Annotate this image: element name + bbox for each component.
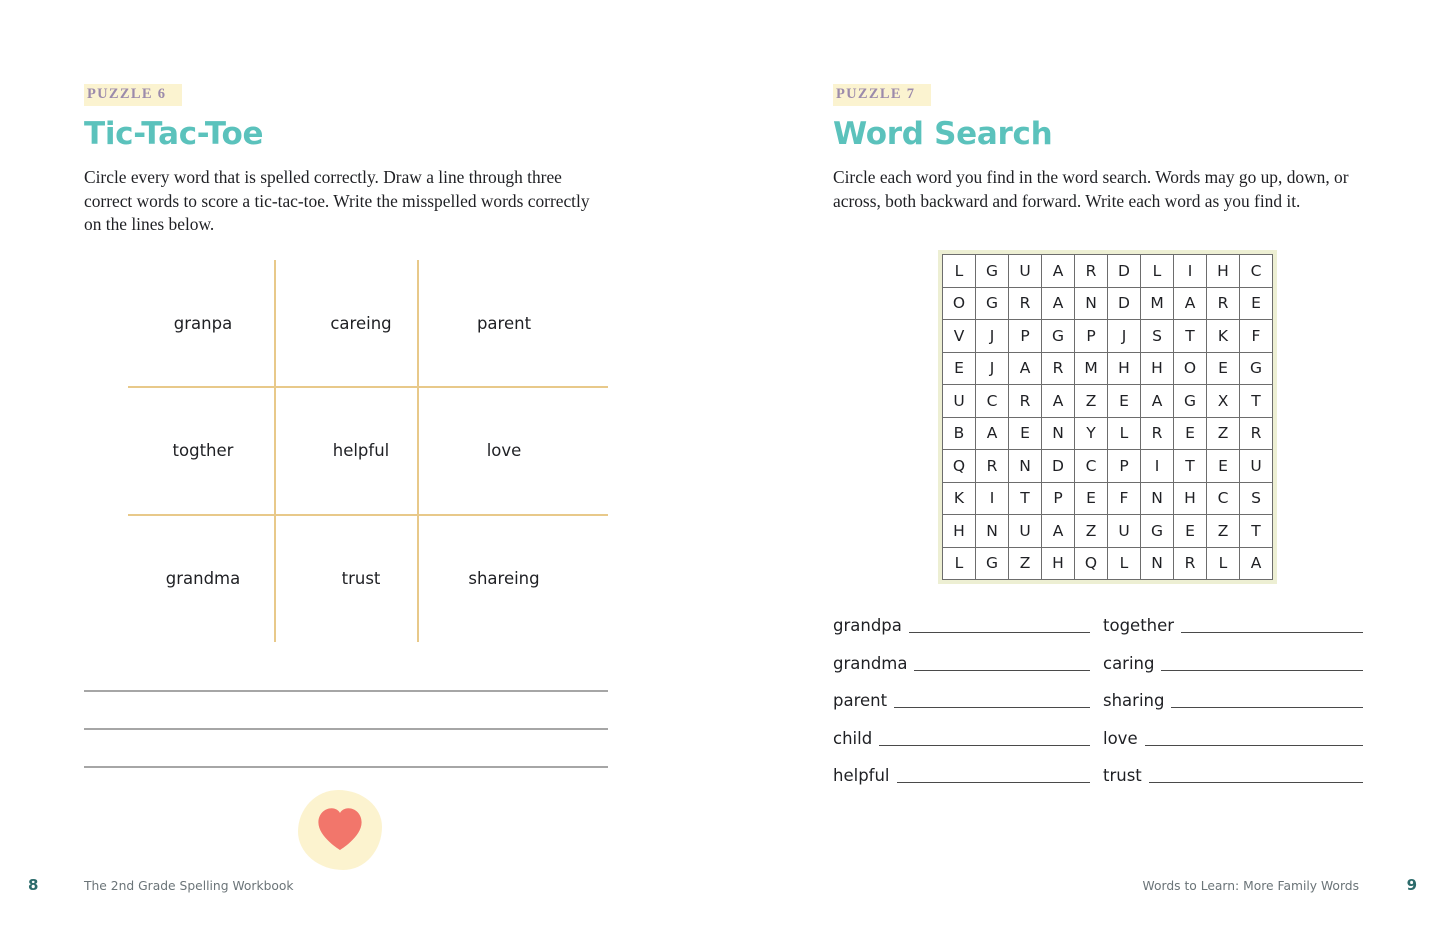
word-search-row bbox=[943, 287, 1273, 320]
word-search-cell[interactable]: R bbox=[1174, 547, 1207, 580]
word-search-cell[interactable]: G bbox=[1240, 352, 1273, 385]
ttt-cell[interactable]: love bbox=[486, 441, 522, 460]
word-search-cell[interactable]: D bbox=[1042, 450, 1075, 483]
word-search-cell[interactable]: Q bbox=[1075, 547, 1108, 580]
word-search-cell[interactable]: K bbox=[943, 482, 976, 515]
ttt-cell[interactable]: trust bbox=[341, 569, 381, 588]
word-list-item bbox=[833, 729, 1090, 748]
page-number-right: 9 bbox=[1406, 876, 1417, 894]
word-list-blank[interactable] bbox=[1145, 730, 1363, 746]
word-search-cell[interactable]: E bbox=[1174, 515, 1207, 548]
word-search-cell[interactable]: R bbox=[1009, 287, 1042, 320]
puzzle-label-left: PUZZLE 6 bbox=[84, 84, 182, 106]
word-search-cell[interactable]: V bbox=[943, 320, 976, 353]
word-search-cell[interactable]: N bbox=[1141, 482, 1174, 515]
answer-line[interactable] bbox=[84, 690, 608, 692]
word-search-cell[interactable]: E bbox=[1075, 482, 1108, 515]
word-search-cell[interactable]: Z bbox=[1075, 385, 1108, 418]
word-search-frame bbox=[938, 250, 1277, 584]
word-search-cell[interactable]: N bbox=[976, 515, 1009, 548]
word-search-cell[interactable]: R bbox=[1075, 255, 1108, 288]
word-list-row bbox=[833, 691, 1363, 729]
word-search-cell[interactable]: L bbox=[943, 255, 976, 288]
word-search-cell[interactable]: U bbox=[1009, 255, 1042, 288]
word-search-cell[interactable]: Z bbox=[1075, 515, 1108, 548]
word-list-label: trust bbox=[1103, 766, 1142, 785]
word-search-cell[interactable]: T bbox=[1240, 385, 1273, 418]
word-search-cell[interactable]: E bbox=[1009, 417, 1042, 450]
word-list-row bbox=[833, 654, 1363, 692]
word-search-cell[interactable]: R bbox=[1207, 287, 1240, 320]
word-search-cell[interactable]: R bbox=[1042, 352, 1075, 385]
word-search-cell[interactable]: K bbox=[1207, 320, 1240, 353]
tic-tac-toe-grid[interactable] bbox=[84, 260, 608, 642]
instructions-left: Circle every word that is spelled correctly. Draw a line through three correct words to score a tic-tac-toe. Write the misspelled words correctly on the lines below. bbox=[84, 167, 590, 235]
word-list-item bbox=[1103, 616, 1363, 635]
word-search-cell[interactable]: S bbox=[1240, 482, 1273, 515]
word-list-item bbox=[1103, 729, 1363, 748]
word-search-cell[interactable]: A bbox=[1240, 547, 1273, 580]
word-search-cell[interactable]: H bbox=[1207, 255, 1240, 288]
word-search-cell[interactable]: G bbox=[1174, 385, 1207, 418]
answer-line[interactable] bbox=[84, 728, 608, 730]
word-search-cell[interactable]: C bbox=[976, 385, 1009, 418]
word-search-cell[interactable]: P bbox=[1042, 482, 1075, 515]
word-list-label: love bbox=[1103, 728, 1138, 748]
word-search-cell[interactable]: A bbox=[1042, 385, 1075, 418]
word-search-cell[interactable]: L bbox=[1207, 547, 1240, 580]
word-search-cell[interactable]: C bbox=[1075, 450, 1108, 483]
word-search-cell[interactable]: A bbox=[976, 417, 1009, 450]
word-search-cell[interactable]: O bbox=[943, 287, 976, 320]
word-search-row bbox=[943, 515, 1273, 548]
word-search-cell[interactable]: C bbox=[1240, 255, 1273, 288]
word-search-cell[interactable]: L bbox=[943, 547, 976, 580]
word-search-cell[interactable]: N bbox=[1009, 450, 1042, 483]
word-search-row bbox=[943, 255, 1273, 288]
word-list-item bbox=[1103, 766, 1363, 785]
word-list-label: grandma bbox=[833, 653, 908, 673]
word-search-cell[interactable]: T bbox=[1009, 482, 1042, 515]
word-search-cell[interactable]: A bbox=[1042, 287, 1075, 320]
word-search-cell[interactable]: P bbox=[1108, 450, 1141, 483]
word-search-cell[interactable]: E bbox=[1174, 417, 1207, 450]
word-search-cell[interactable]: A bbox=[1042, 255, 1075, 288]
word-search-row bbox=[943, 352, 1273, 385]
word-list-item bbox=[833, 654, 1090, 673]
word-search-cell[interactable]: A bbox=[1141, 385, 1174, 418]
ttt-cell[interactable]: grandma bbox=[165, 569, 241, 588]
word-search-cell[interactable]: E bbox=[1207, 450, 1240, 483]
word-search-cell[interactable]: J bbox=[1108, 320, 1141, 353]
page-number-left: 8 bbox=[28, 876, 39, 894]
word-search-cell[interactable]: H bbox=[943, 515, 976, 548]
word-list-item bbox=[1103, 654, 1363, 673]
ttt-cell[interactable]: parent bbox=[476, 314, 532, 333]
word-search-cell[interactable]: S bbox=[1141, 320, 1174, 353]
word-search-cell[interactable]: E bbox=[1240, 287, 1273, 320]
word-search-cell[interactable]: J bbox=[976, 320, 1009, 353]
running-head-right: Words to Learn: More Family Words bbox=[1142, 879, 1359, 893]
left-page bbox=[0, 0, 722, 934]
word-search-cell[interactable]: E bbox=[943, 352, 976, 385]
ttt-cell[interactable]: careing bbox=[330, 314, 392, 333]
word-search-cell[interactable]: A bbox=[1174, 287, 1207, 320]
word-search-cell[interactable]: D bbox=[1108, 255, 1141, 288]
puzzle-label-right: PUZZLE 7 bbox=[833, 84, 931, 106]
word-search-cell[interactable]: A bbox=[1042, 515, 1075, 548]
word-list-blank[interactable] bbox=[914, 655, 1090, 671]
word-search-cell[interactable]: L bbox=[1108, 547, 1141, 580]
word-search-cell[interactable]: Z bbox=[1009, 547, 1042, 580]
word-search-cell[interactable]: H bbox=[1141, 352, 1174, 385]
word-list-label: together bbox=[1103, 616, 1175, 635]
word-search-cell[interactable]: H bbox=[1042, 547, 1075, 580]
word-search-cell[interactable]: N bbox=[1141, 547, 1174, 580]
word-search-cell[interactable]: N bbox=[1042, 417, 1075, 450]
word-search-cell[interactable]: E bbox=[1108, 385, 1141, 418]
page-title-right: Word Search bbox=[833, 116, 1053, 152]
word-search-row bbox=[943, 320, 1273, 353]
word-search-cell[interactable]: N bbox=[1075, 287, 1108, 320]
word-search-cell[interactable]: R bbox=[1240, 417, 1273, 450]
word-list-row bbox=[833, 766, 1363, 804]
word-search-cell[interactable]: R bbox=[1009, 385, 1042, 418]
word-search-cell[interactable]: C bbox=[1207, 482, 1240, 515]
word-list-row bbox=[833, 616, 1363, 654]
word-search-cell[interactable]: U bbox=[1240, 450, 1273, 483]
word-list-item bbox=[833, 691, 1090, 710]
word-search-cell[interactable]: I bbox=[976, 482, 1009, 515]
ttt-cell[interactable]: granpa bbox=[173, 314, 233, 333]
word-list-item bbox=[833, 616, 1090, 635]
ttt-cell[interactable]: helpful bbox=[332, 441, 390, 460]
word-search-cell[interactable]: B bbox=[943, 417, 976, 450]
word-search-cell[interactable]: L bbox=[1141, 255, 1174, 288]
word-search-cell[interactable]: H bbox=[1174, 482, 1207, 515]
ttt-cell[interactable]: togther bbox=[172, 441, 234, 460]
word-search-cell[interactable]: M bbox=[1075, 352, 1108, 385]
word-list-label: parent bbox=[833, 691, 888, 710]
word-list-blank[interactable] bbox=[909, 617, 1090, 633]
word-search-cell[interactable]: D bbox=[1108, 287, 1141, 320]
word-search-cell[interactable]: R bbox=[1141, 417, 1174, 450]
word-search-cell[interactable]: P bbox=[1009, 320, 1042, 353]
word-search-row bbox=[943, 547, 1273, 580]
word-search-cell[interactable]: U bbox=[943, 385, 976, 418]
word-list-label: sharing bbox=[1103, 691, 1165, 710]
word-search-cell[interactable]: R bbox=[976, 450, 1009, 483]
word-list-label: helpful bbox=[833, 766, 890, 785]
word-search-cell[interactable]: U bbox=[1108, 515, 1141, 548]
word-search-cell[interactable]: F bbox=[1108, 482, 1141, 515]
word-search-cell[interactable]: G bbox=[976, 547, 1009, 580]
instructions-right: Circle each word you find in the word search. Words may go up, down, or across, both backward and forward. Write each word as you find it. bbox=[833, 167, 1349, 211]
word-list-blank[interactable] bbox=[1181, 617, 1363, 633]
word-search-cell[interactable]: L bbox=[1108, 417, 1141, 450]
word-list-blank[interactable] bbox=[1171, 692, 1363, 708]
word-search-row bbox=[943, 385, 1273, 418]
word-list-blank[interactable] bbox=[879, 730, 1090, 746]
page-title-left: Tic-Tac-Toe bbox=[84, 116, 264, 152]
word-search-cell[interactable]: T bbox=[1174, 450, 1207, 483]
word-search-grid[interactable] bbox=[942, 254, 1273, 580]
word-search-cell[interactable]: U bbox=[1009, 515, 1042, 548]
word-search-cell[interactable]: T bbox=[1240, 515, 1273, 548]
word-search-cell[interactable]: G bbox=[1141, 515, 1174, 548]
word-list-label: child bbox=[833, 728, 873, 748]
word-search-cell[interactable]: G bbox=[976, 287, 1009, 320]
word-list-item bbox=[833, 766, 1090, 785]
word-list-blank[interactable] bbox=[894, 692, 1090, 708]
word-list-blank[interactable] bbox=[1161, 655, 1363, 671]
word-search-cell[interactable]: M bbox=[1141, 287, 1174, 320]
answer-line[interactable] bbox=[84, 766, 608, 768]
word-search-cell[interactable]: I bbox=[1174, 255, 1207, 288]
word-search-cell[interactable]: Q bbox=[943, 450, 976, 483]
word-search-row bbox=[943, 417, 1273, 450]
word-list-blank[interactable] bbox=[1149, 767, 1363, 783]
word-search-cell[interactable]: Z bbox=[1207, 417, 1240, 450]
word-search-cell[interactable]: H bbox=[1108, 352, 1141, 385]
word-search-cell[interactable]: G bbox=[1042, 320, 1075, 353]
word-search-cell[interactable]: P bbox=[1075, 320, 1108, 353]
word-list-row bbox=[833, 729, 1363, 767]
word-list-blank[interactable] bbox=[897, 767, 1090, 783]
word-search-cell[interactable]: G bbox=[976, 255, 1009, 288]
running-head-left: The 2nd Grade Spelling Workbook bbox=[84, 879, 294, 893]
word-search-cell[interactable]: T bbox=[1174, 320, 1207, 353]
word-search-cell[interactable]: E bbox=[1207, 352, 1240, 385]
word-search-cell[interactable]: J bbox=[976, 352, 1009, 385]
heart-icon bbox=[316, 806, 364, 852]
word-search-row bbox=[943, 482, 1273, 515]
word-search-cell[interactable]: I bbox=[1141, 450, 1174, 483]
word-list-label: grandpa bbox=[833, 616, 902, 635]
word-search-cell[interactable]: Z bbox=[1207, 515, 1240, 548]
word-search-cell[interactable]: O bbox=[1174, 352, 1207, 385]
ttt-cell[interactable]: shareing bbox=[468, 569, 540, 588]
word-search-row bbox=[943, 450, 1273, 483]
word-list-item bbox=[1103, 691, 1363, 710]
word-list-label: caring bbox=[1103, 653, 1155, 673]
word-search-cell[interactable]: A bbox=[1009, 352, 1042, 385]
word-search-cell[interactable]: F bbox=[1240, 320, 1273, 353]
word-search-cell[interactable]: Y bbox=[1075, 417, 1108, 450]
word-search-cell[interactable]: X bbox=[1207, 385, 1240, 418]
word-list bbox=[833, 616, 1363, 804]
